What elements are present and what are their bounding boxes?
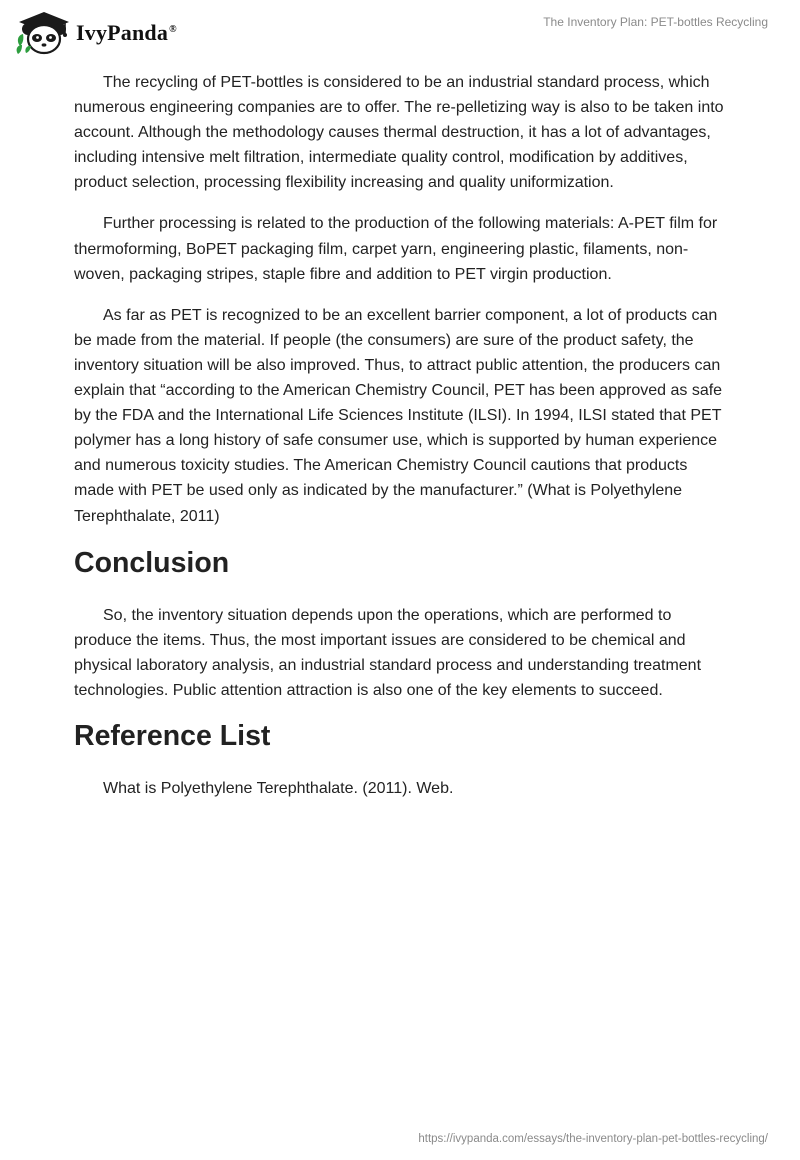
reference-item: What is Polyethylene Terephthalate. (2011). Web. xyxy=(103,779,454,797)
body-paragraph: As far as PET is recognized to be an excellent barrier component, a lot of products can be made from the material. If people (the consumers) are sure of the product safety, the inventory situation will be also improved. Thus, to attract public attention, the producers can explain that “according to the American Chemistry Council, PET has been approved as safe by the FDA and the International Life Sciences Institute (ILSI). In 1994, ILSI stated that PET polymer has a long history of safe consumer use, which is supported by human experience and numerous toxicity studies. The American Chemistry Council cautions that products made with PET be used only as indicated by the manufacturer.” (What is Polyethylene Terephthalate, 2011) xyxy=(74,306,723,525)
brand-name: IvyPanda® xyxy=(76,20,177,45)
body-paragraph: The recycling of PET-bottles is considered to be an industrial standard process, which numerous engineering companies are to offer. The re-pelletizing way is also to be taken into account. Although the methodology causes thermal destruction, it has a lot of advantages, including intensive melt filtration, intermediate quality control, modification by additives, product selection, processing flexibility increasing and quality uniformization. xyxy=(74,74,724,192)
brand-registered-mark: ® xyxy=(169,23,177,35)
reference-list-heading: Reference List xyxy=(74,719,271,752)
conclusion-paragraph: So, the inventory situation depends upon the operations, which are performed to produce the items. Thus, the most important issues are considered to be chemical and physical laboratory analysis, an industrial standard process and understanding treatment technologies. Public attention attraction is also one of the key elements to succeed. xyxy=(74,606,702,699)
ivypanda-logo[interactable] xyxy=(15,8,177,56)
body-paragraph: Further processing is related to the production of the following materials: A-PET film for thermoforming, BoPET packaging film, carpet yarn, engineering plastic, filaments, non-woven, packaging stripes, staple fibre and addition to PET virgin production. xyxy=(74,215,718,283)
source-url-link[interactable]: https://ivypanda.com/essays/the-inventory-plan-pet-bottles-recycling/ xyxy=(418,1133,768,1145)
page-header xyxy=(0,0,800,60)
panda-graduate-icon xyxy=(15,8,73,56)
running-title: The Inventory Plan: PET-bottles Recycling xyxy=(543,15,768,29)
conclusion-heading: Conclusion xyxy=(74,546,230,579)
essay-content xyxy=(74,70,726,817)
